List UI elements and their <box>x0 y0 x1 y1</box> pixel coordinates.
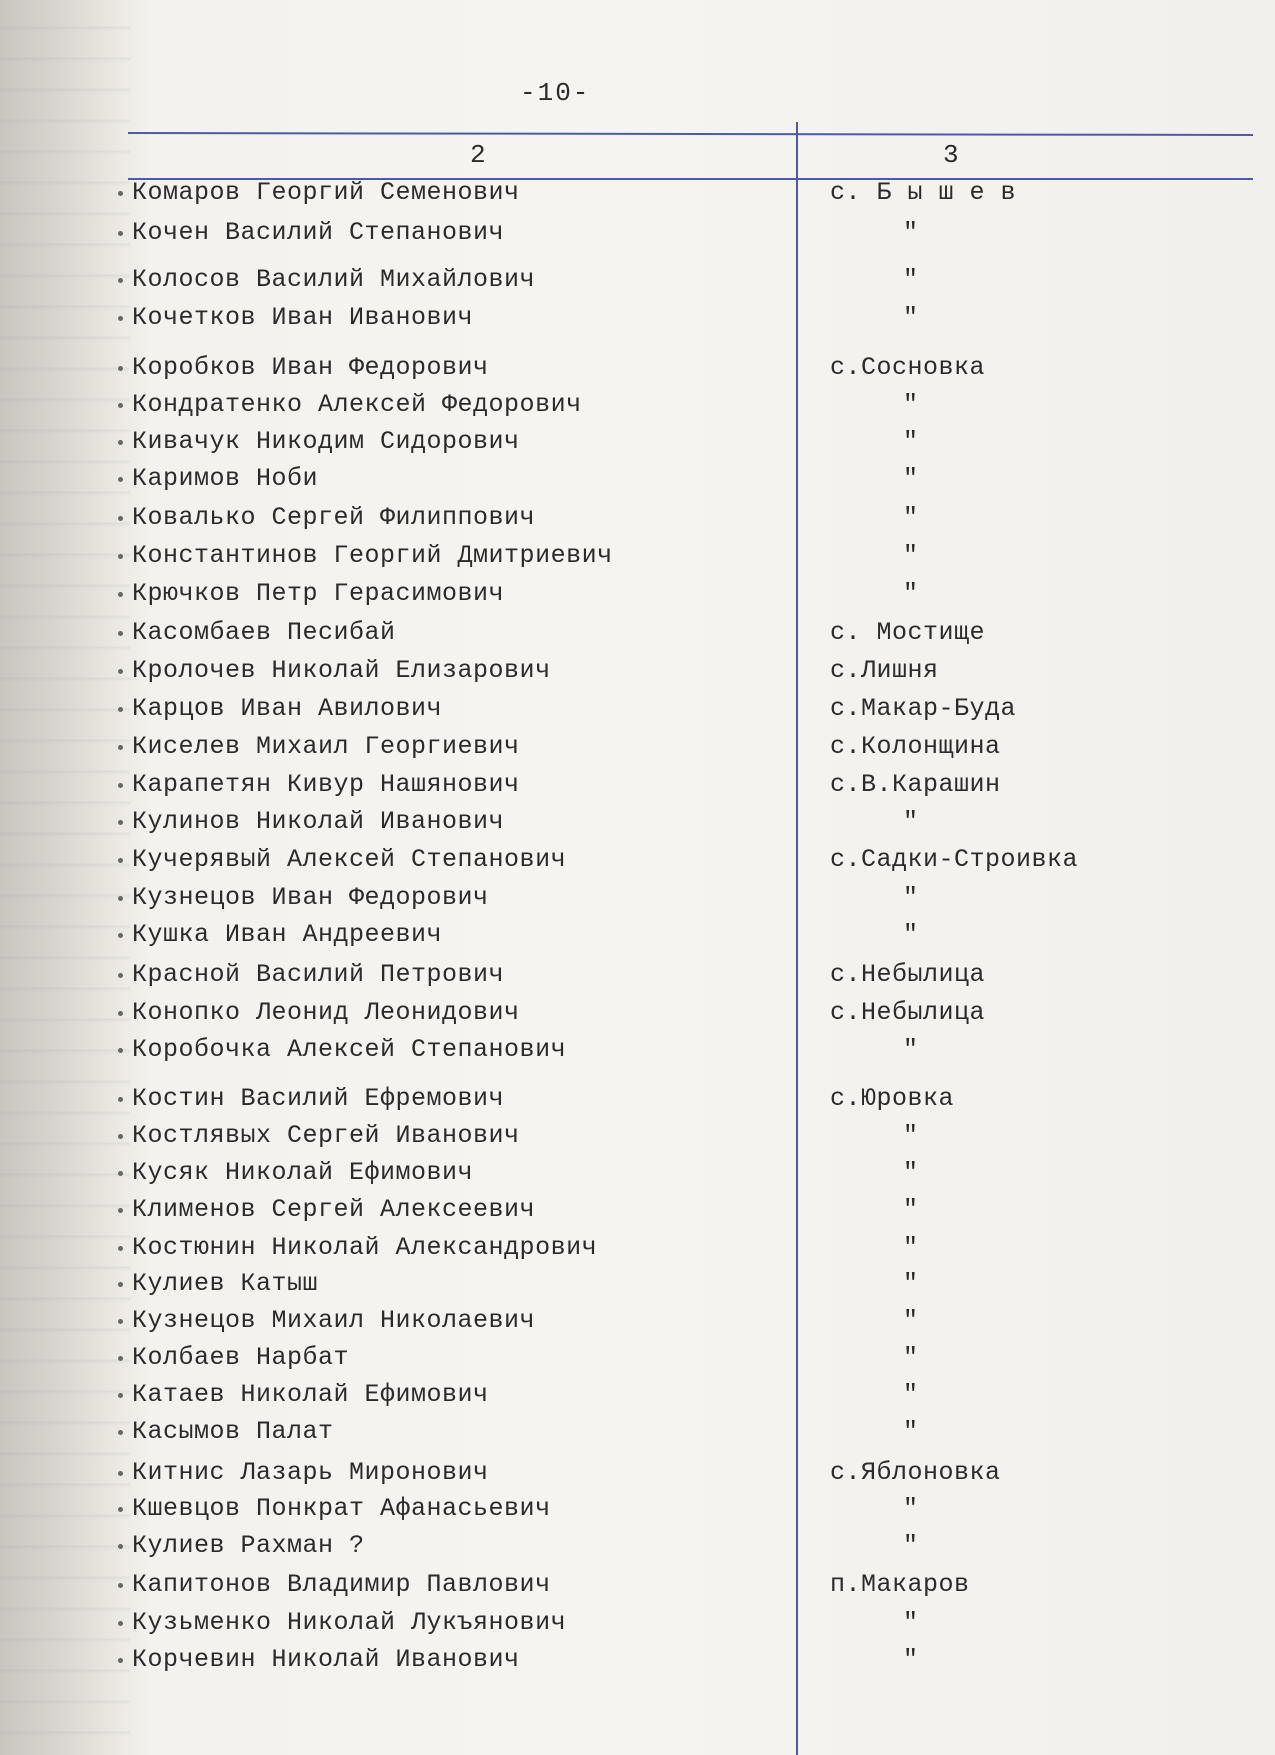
table-row <box>0 425 1275 459</box>
person-name: Красной Василий Петрович <box>132 960 505 989</box>
row-bullet <box>118 745 123 750</box>
person-name: Константинов Георгий Дмитриевич <box>132 541 613 570</box>
place-name: " <box>903 303 919 332</box>
table-row <box>0 881 1275 915</box>
table-row <box>0 577 1275 611</box>
person-name: Кузнецов Иван Федорович <box>132 883 489 912</box>
table-row <box>0 1231 1275 1265</box>
person-name: Кулиев Катыш <box>132 1269 319 1298</box>
person-name: Кивачук Никодим Сидорович <box>132 427 520 456</box>
person-name: Капитонов Владимир Павлович <box>132 1570 551 1599</box>
place-name: " <box>903 1531 919 1560</box>
table-row <box>0 1193 1275 1227</box>
place-name: " <box>903 1195 919 1224</box>
table-row <box>0 1568 1275 1602</box>
row-bullet <box>118 1282 123 1287</box>
person-name: Кузнецов Михаил Николаевич <box>132 1306 536 1335</box>
place-name: с. Мостище <box>830 618 986 647</box>
person-name: Клименов Сергей Алексеевич <box>132 1195 536 1224</box>
row-bullet <box>118 1011 123 1016</box>
table-row <box>0 1119 1275 1153</box>
table-row <box>0 351 1275 385</box>
place-name: с.Сосновка <box>830 353 986 382</box>
place-name: " <box>903 390 919 419</box>
row-bullet <box>118 631 123 636</box>
place-name: с.Лишня <box>830 656 939 685</box>
row-bullet <box>118 1208 123 1213</box>
person-name: Кусяк Николай Ефимович <box>132 1158 474 1187</box>
place-name: " <box>903 1417 919 1446</box>
table-row <box>0 1082 1275 1116</box>
place-name: " <box>903 427 919 456</box>
row-bullet <box>118 1319 123 1324</box>
column-header-2: 2 <box>470 140 486 170</box>
place-name: " <box>903 1233 919 1262</box>
row-bullet <box>118 516 123 521</box>
row-bullet <box>118 1471 123 1476</box>
place-name: с.Юровка <box>830 1084 955 1113</box>
table-row <box>0 1492 1275 1526</box>
place-name: " <box>903 541 919 570</box>
row-bullet <box>118 1356 123 1361</box>
person-name: Катаев Николай Ефимович <box>132 1380 489 1409</box>
person-name: Корчевин Николай Иванович <box>132 1645 520 1674</box>
table-row <box>0 1156 1275 1190</box>
person-name: Кочен Василий Степанович <box>132 218 505 247</box>
place-name: " <box>903 807 919 836</box>
table-row <box>0 958 1275 992</box>
row-bullet <box>118 1246 123 1251</box>
row-bullet <box>118 440 123 445</box>
place-name: с. Б ы ш е в <box>830 178 1017 207</box>
person-name: Кшевцов Понкрат Афанасьевич <box>132 1494 551 1523</box>
place-name: " <box>903 503 919 532</box>
table-row <box>0 462 1275 496</box>
row-bullet <box>118 1583 123 1588</box>
place-name: с.Яблоновка <box>830 1458 1001 1487</box>
table-row <box>0 1643 1275 1677</box>
place-name: " <box>903 1608 919 1637</box>
table-row <box>0 539 1275 573</box>
row-bullet <box>118 933 123 938</box>
person-name: Касомбаев Песибай <box>132 618 396 647</box>
table-row <box>0 918 1275 952</box>
row-bullet <box>118 858 123 863</box>
row-bullet <box>118 1134 123 1139</box>
person-name: Костюнин Николай Александрович <box>132 1233 598 1262</box>
table-row <box>0 768 1275 802</box>
person-name: Кузьменко Николай Лукъянович <box>132 1608 567 1637</box>
person-name: Кондратенко Алексей Федорович <box>132 390 582 419</box>
place-name: " <box>903 920 919 949</box>
table-row <box>0 1415 1275 1449</box>
place-name: с.Небылица <box>830 998 986 1027</box>
person-name: Китнис Лазарь Миронович <box>132 1458 489 1487</box>
table-row <box>0 301 1275 335</box>
person-name: Коробков Иван Федорович <box>132 353 489 382</box>
place-name: " <box>903 1343 919 1372</box>
place-name: " <box>903 218 919 247</box>
place-name: " <box>903 579 919 608</box>
place-name: с.Колонщина <box>830 732 1001 761</box>
table-row <box>0 1606 1275 1640</box>
table-row <box>0 654 1275 688</box>
person-name: Колбаев Нарбат <box>132 1343 350 1372</box>
place-name: " <box>903 1645 919 1674</box>
row-bullet <box>118 1658 123 1663</box>
table-row <box>0 1378 1275 1412</box>
place-name: с.В.Карашин <box>830 770 1001 799</box>
place-name: " <box>903 1494 919 1523</box>
person-name: Конопко Леонид Леонидович <box>132 998 520 1027</box>
row-bullet <box>118 1097 123 1102</box>
table-row <box>0 996 1275 1030</box>
row-bullet <box>118 707 123 712</box>
table-row <box>0 388 1275 422</box>
place-name: " <box>903 464 919 493</box>
place-name: " <box>903 1158 919 1187</box>
person-name: Коробочка Алексей Степанович <box>132 1035 567 1064</box>
row-bullet <box>118 366 123 371</box>
person-name: Кушка Иван Андреевич <box>132 920 443 949</box>
table-row <box>0 263 1275 297</box>
person-name: Кролочев Николай Елизарович <box>132 656 551 685</box>
place-name: " <box>903 265 919 294</box>
table-row <box>0 692 1275 726</box>
row-bullet <box>118 783 123 788</box>
row-bullet <box>118 896 123 901</box>
person-name: Кочетков Иван Иванович <box>132 303 474 332</box>
table-row <box>0 216 1275 250</box>
place-name: " <box>903 1269 919 1298</box>
row-bullet <box>118 1048 123 1053</box>
row-bullet <box>118 592 123 597</box>
place-name: " <box>903 1380 919 1409</box>
table-row <box>0 616 1275 650</box>
table-row <box>0 1304 1275 1338</box>
row-bullet <box>118 403 123 408</box>
row-bullet <box>118 1544 123 1549</box>
person-name: Колосов Василий Михайлович <box>132 265 536 294</box>
place-name: с.Макар-Буда <box>830 694 1017 723</box>
place-name: " <box>903 1121 919 1150</box>
person-name: Каримов Ноби <box>132 464 319 493</box>
row-bullet <box>118 278 123 283</box>
table-row <box>0 805 1275 839</box>
page-number: -10- <box>520 78 591 108</box>
row-bullet <box>118 1171 123 1176</box>
table-row <box>0 1341 1275 1375</box>
person-name: Касымов Палат <box>132 1417 334 1446</box>
row-bullet <box>118 973 123 978</box>
place-name: " <box>903 1306 919 1335</box>
row-bullet <box>118 820 123 825</box>
place-name: " <box>903 883 919 912</box>
row-bullet <box>118 231 123 236</box>
row-bullet <box>118 669 123 674</box>
person-name: Костин Василий Ефремович <box>132 1084 505 1113</box>
person-name: Карцов Иван Авилович <box>132 694 443 723</box>
row-bullet <box>118 1507 123 1512</box>
table-row <box>0 1456 1275 1490</box>
column-header-3: 3 <box>943 140 959 170</box>
person-name: Ковалько Сергей Филиппович <box>132 503 536 532</box>
table-row <box>0 176 1275 210</box>
person-name: Крючков Петр Герасимович <box>132 579 505 608</box>
table-row <box>0 501 1275 535</box>
person-name: Кулинов Николай Иванович <box>132 807 505 836</box>
place-name: " <box>903 1035 919 1064</box>
table-row <box>0 1033 1275 1067</box>
person-name: Комаров Георгий Семенович <box>132 178 520 207</box>
person-name: Карапетян Кивур Нашянович <box>132 770 520 799</box>
place-name: с.Небылица <box>830 960 986 989</box>
row-bullet <box>118 1393 123 1398</box>
place-name: п.Макаров <box>830 1570 970 1599</box>
table-row <box>0 1267 1275 1301</box>
row-bullet <box>118 477 123 482</box>
place-name: с.Садки-Строивка <box>830 845 1079 874</box>
row-bullet <box>118 1621 123 1626</box>
table-row <box>0 1529 1275 1563</box>
row-bullet <box>118 554 123 559</box>
table-row <box>0 843 1275 877</box>
person-name: Кучерявый Алексей Степанович <box>132 845 567 874</box>
person-name: Кулиев Рахман ? <box>132 1531 365 1560</box>
row-bullet <box>118 316 123 321</box>
person-name: Костлявых Сергей Иванович <box>132 1121 520 1150</box>
row-bullet <box>118 1430 123 1435</box>
row-bullet <box>118 191 123 196</box>
person-name: Киселев Михаил Георгиевич <box>132 732 520 761</box>
table-row <box>0 730 1275 764</box>
